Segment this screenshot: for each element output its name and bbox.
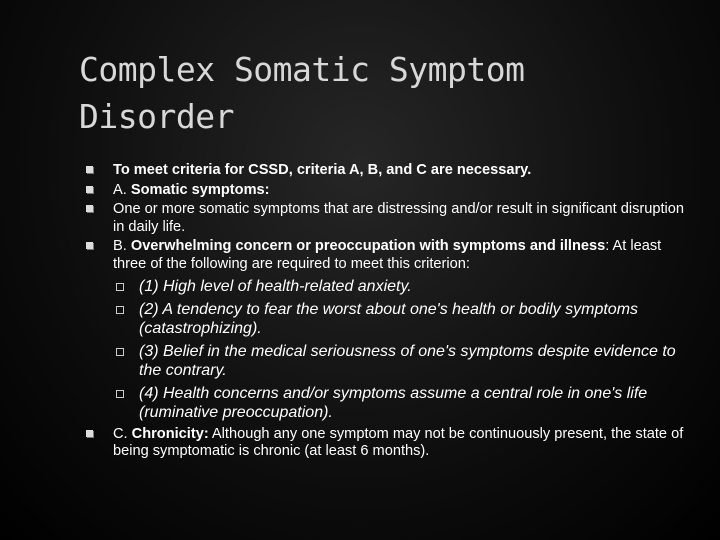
sub-bullet-text: (4) Health concerns and/or symptoms assume a central role in one's life (ruminative preoccupation). bbox=[139, 384, 648, 421]
bullet-bold-text: Somatic symptoms: bbox=[130, 181, 270, 198]
bullet-prefix: C. bbox=[113, 425, 132, 442]
sub-bullet-item bbox=[114, 300, 686, 339]
hollow-square-bullet-icon bbox=[116, 283, 124, 291]
bullet-text: Although any one symptom may not be continuously present, the state of being symptomatic is chronic (at least 6 months). bbox=[113, 425, 684, 459]
slide-content bbox=[86, 162, 686, 463]
sub-bullet-text: (1) High level of health-related anxiety. bbox=[139, 278, 412, 295]
sub-bullet-text: (2) A tendency to fear the worst about one's health or bodily symptoms (catastrophizing). bbox=[139, 300, 639, 337]
bullet-bold-text: Chronicity: bbox=[131, 425, 209, 442]
hollow-square-bullet-icon bbox=[116, 390, 124, 398]
bullet-bold-text: To meet criteria for CSSD, criteria A, B, and C are necessary. bbox=[113, 162, 532, 178]
sub-bullet-text: (3) Belief in the medical seriousness of one's symptoms despite evidence to the contrary. bbox=[139, 342, 676, 379]
sub-bullet-list bbox=[113, 277, 686, 423]
square-bullet-icon bbox=[86, 430, 93, 437]
bullet-item-criterion-c bbox=[86, 426, 686, 461]
sub-bullet-item bbox=[114, 384, 686, 423]
slide-title: Complex Somatic Symptom Disorder bbox=[79, 50, 525, 136]
bullet-list bbox=[86, 162, 686, 461]
bullet-prefix: A. bbox=[113, 181, 131, 198]
square-bullet-icon bbox=[86, 242, 93, 249]
square-bullet-icon bbox=[86, 205, 93, 212]
bullet-item-criteria-intro bbox=[86, 162, 686, 180]
square-bullet-icon bbox=[86, 186, 93, 193]
bullet-prefix: B. bbox=[113, 238, 131, 254]
sub-bullet-item bbox=[114, 342, 686, 381]
bullet-item-criterion-a-detail bbox=[86, 201, 686, 236]
square-bullet-icon bbox=[86, 166, 93, 173]
bullet-item-criterion-a bbox=[86, 182, 686, 200]
bullet-text: : At least three of the following are required to meet this criterion: bbox=[113, 238, 662, 272]
hollow-square-bullet-icon bbox=[116, 306, 124, 314]
sub-bullet-item bbox=[114, 277, 686, 297]
bullet-bold-text: Overwhelming concern or preoccupation with symptoms and illness bbox=[130, 238, 606, 254]
bullet-text: One or more somatic symptoms that are distressing and/or result in significant disruption in daily life. bbox=[113, 201, 685, 235]
bullet-item-criterion-b bbox=[86, 238, 686, 423]
hollow-square-bullet-icon bbox=[116, 348, 124, 356]
